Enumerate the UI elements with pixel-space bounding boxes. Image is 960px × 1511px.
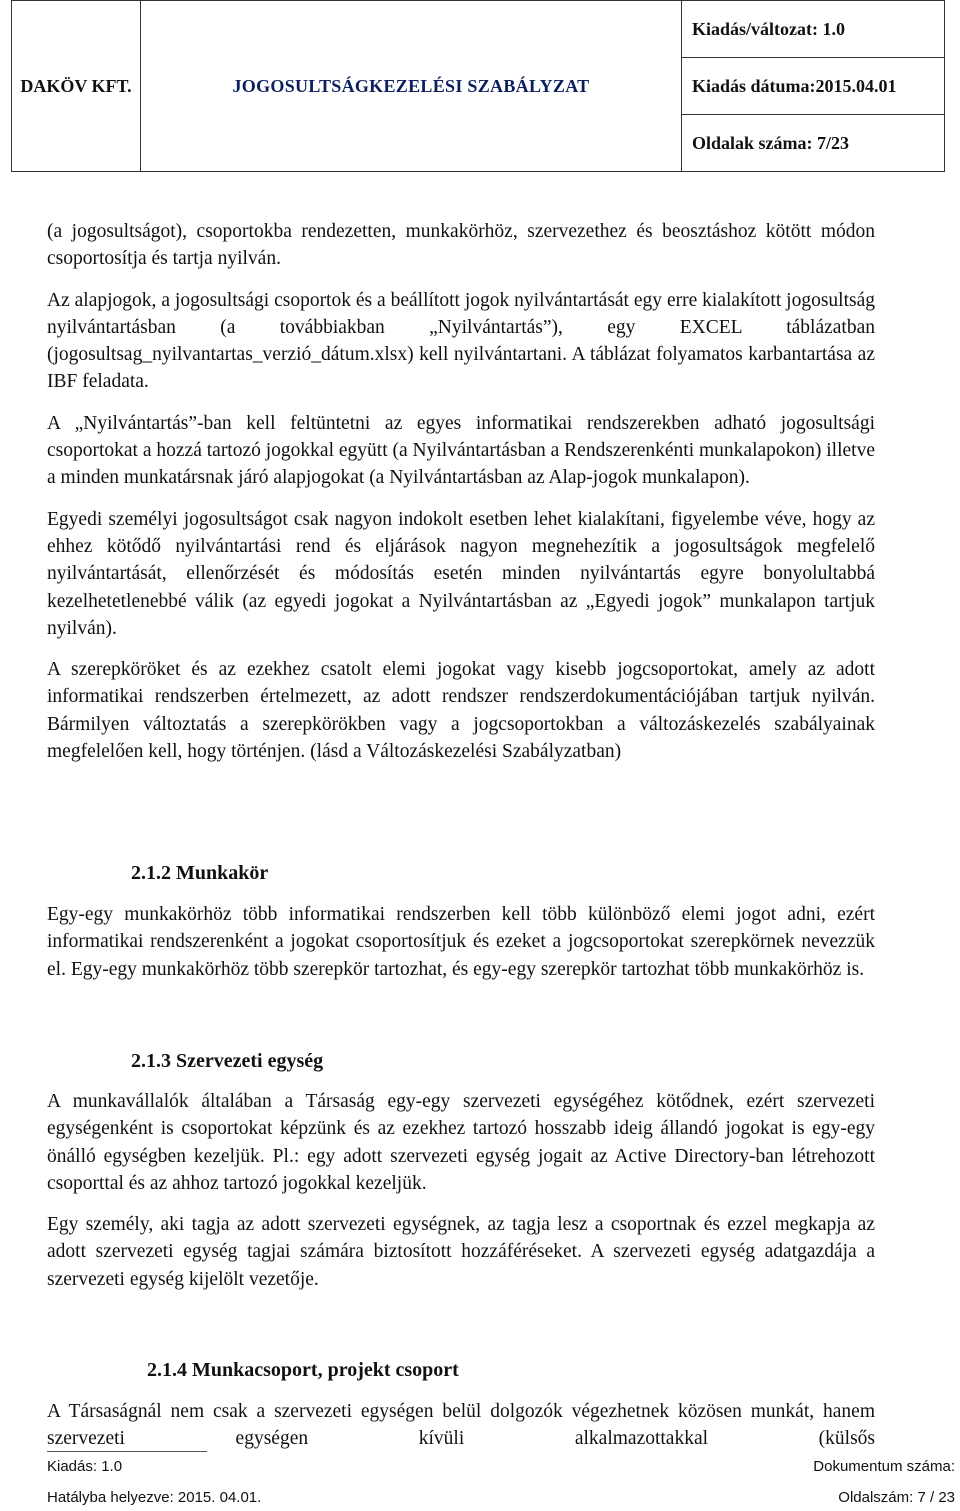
document-title: JOGOSULTSÁGKEZELÉSI SZABÁLYZAT bbox=[141, 1, 682, 172]
paragraph: A Társaságnál nem csak a szervezeti egységen belül dolgozók végezhetnek közösen munkát, hanem szervezeti egységen kívüli alkalmazottakkal (külsős bbox=[47, 1401, 875, 1450]
paragraph: Az alapjogok, a jogosultsági csoportok és a beállított jogok nyilvántartását egy erre kialakított jogosultság nyilvántartásban (a továbbiakban „Nyilvántartás”), egy EXCEL táblázatban (jogosultsag_nyilvantartas_verzió_dátum.xlsx) kell nyilvántartani. A táblázat folyamatos karbantartása az IBF feladata. bbox=[47, 289, 875, 393]
document-header bbox=[11, 0, 945, 172]
issue-date: Kiadás dátuma:2015.04.01 bbox=[682, 58, 945, 115]
paragraph: Egy személy, aki tagja az adott szervezeti egységnek, az tagja lesz a csoportnak és ezzel megkapja az adott szervezeti egység tagjai számára biztosított hozzáféréseket. A szervezeti egység adatgazdája a szervezeti egység kijelölt vezetője. bbox=[47, 1214, 875, 1290]
footer-effective-date: Hatályba helyezve: 2015. 04.01. bbox=[47, 1489, 262, 1506]
section-body-szervezeti-egyseg bbox=[47, 1088, 875, 1307]
paragraph: Egy-egy munkakörhöz több informatikai rendszerben kell több különböző elemi jogot adni, ezért informatikai rendszerenként a jogokat csoportosítjuk és ezeket a jogcsoportokat szerepkörnek nevezzük el. Egy-egy munkakörhöz több szerepkör tartozhat, és egy-egy szerepkör tartozhat több munkakörhöz is. bbox=[47, 904, 875, 980]
paragraph: A munkavállalók általában a Társaság egy-egy szervezeti egységéhez kötődnek, ezért szervezeti egységenként is csoportokat képzünk és az ezekhez tartozó hosszabb ideig állandó jogokat is egy-egy önálló egységben kezeljük. Pl.: egy adott szervezeti egység jogait az Active Directory-ban létrehozott csoporttal és az ahhoz tartozó jogokkal kezeljük. bbox=[47, 1091, 875, 1194]
paragraph: Egyedi személyi jogosultságot csak nagyon indokolt esetben lehet kialakítani, figyelembe véve, hogy az ehhez kötődő nyilvántartási rend és eljárások nagyon megnehezítik a jogosultságok megfelelő nyilvántartását, ellenőrzését és módosítás esetén minden nyilvántartás egyre bonyolultabbá kezelhetetlenebbé válik (az egyedi jogokat a Nyilvántartásban az „Egyedi jogok” munkalapon tartjuk nyilván). bbox=[47, 508, 875, 639]
company-name: DAKÖV KFT. bbox=[12, 1, 141, 172]
footer-doc-number: Dokumentum száma: bbox=[813, 1458, 955, 1475]
footer-row-2 bbox=[47, 1489, 955, 1509]
page-count: Oldalak száma: 7/23 bbox=[682, 115, 945, 172]
document-body bbox=[47, 218, 875, 779]
section-heading-szervezeti-egyseg: 2.1.3 Szervezeti egység bbox=[131, 1050, 324, 1072]
section-body-munkacsoport bbox=[47, 1398, 875, 1467]
version-info: Kiadás/változat: 1.0 bbox=[682, 1, 945, 58]
footer-page-number: Oldalszám: 7 / 23 bbox=[838, 1489, 955, 1506]
section-heading-munkacsoport: 2.1.4 Munkacsoport, projekt csoport bbox=[147, 1359, 459, 1381]
section-heading-munkakor: 2.1.2 Munkakör bbox=[131, 862, 269, 884]
footer-divider bbox=[47, 1451, 207, 1452]
paragraph: A „Nyilvántartás”-ban kell feltüntetni az egyes informatikai rendszerekben adható jogosultsági csoportokat a hozzá tartozó jogokkal együtt (a Nyilvántartásban a Rendszerenkénti munkalapokon) illetve a minden munkatársnak járó alapjogokat (a Nyilvántartásban az Alap-jogok munkalapon). bbox=[47, 412, 875, 489]
paragraph: (a jogosultságot), csoportokba rendezetten, munkakörhöz, szervezethez és beosztáshoz kötött módon csoportosítja és tartja nyilván. bbox=[47, 221, 875, 270]
footer-row-1 bbox=[47, 1458, 955, 1478]
footer-issue: Kiadás: 1.0 bbox=[47, 1458, 123, 1475]
section-body-munkakor bbox=[47, 901, 875, 997]
paragraph: A szerepköröket és az ezekhez csatolt elemi jogokat vagy kisebb jogcsoportokat, amely az adott informatikai rendszerben értelmezett, az adott rendszer rendszerdokumentációjában tartjuk nyilván. Bármilyen változtatás a szerepkörökben vagy a jogcsoportokban a változáskezelés szabályainak megfelelően kell, hogy történjen. (lásd a Változáskezelési Szabályzatban) bbox=[47, 659, 875, 763]
